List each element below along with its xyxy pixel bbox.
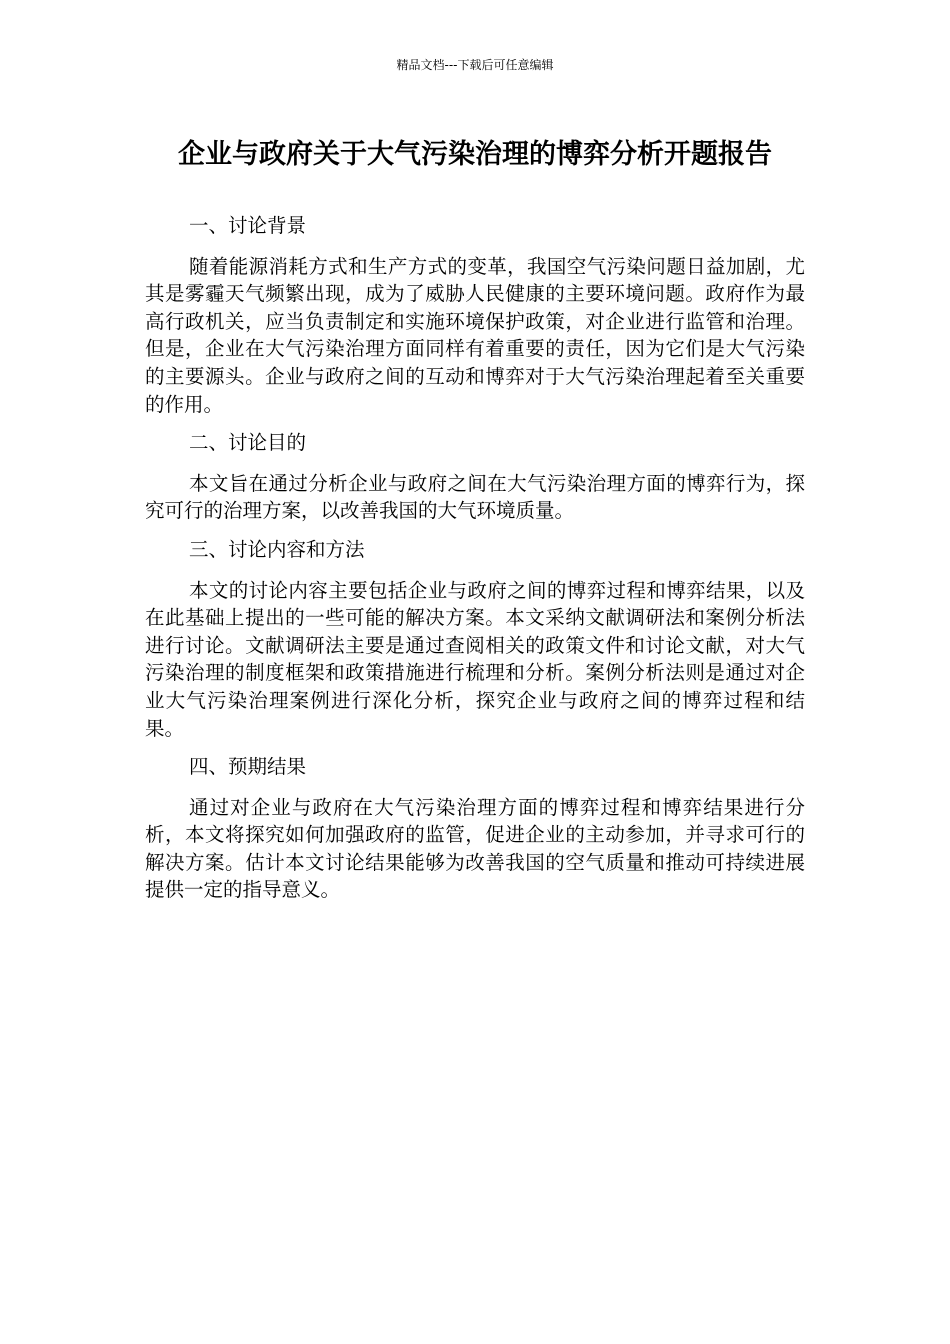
section-expected-results [145,753,805,904]
document-body [145,212,805,915]
section-background [145,212,805,418]
section-heading: 四、预期结果 [189,755,307,779]
page-header: 精品文档---下载后可任意编辑 [396,58,554,72]
section-paragraph: 本文旨在通过分析企业与政府之间在大气污染治理方面的博弈行为，探究可行的治理方案，以改善我国的大气环境质量。 [145,471,805,523]
section-paragraph: 通过对企业与政府在大气污染治理方面的博弈过程和博弈结果进行分析，本文将探究如何加强政府的监管，促进企业的主动参加，并寻求可行的解决方案。估计本文讨论结果能够为改善我国的空气质量和推动可持续进展提供一定的指导意义。 [145,795,805,902]
section-heading: 三、讨论内容和方法 [189,537,365,561]
section-heading: 一、讨论背景 [189,214,307,237]
document-title: 企业与政府关于大气污染治理的博弈分析开题报告 [178,139,772,170]
section-purpose [145,429,805,525]
section-content-methods [145,536,805,742]
section-paragraph: 本文的讨论内容主要包括企业与政府之间的博弈过程和博弈结果，以及在此基础上提出的一些可能的解决方案。本文采纳文献调研法和案例分析法进行讨论。文献调研法主要是通过查阅相关的政策文件和讨论文献，对大气污染治理的制度框架和政策措施进行梳理和分析。案例分析法则是通过对企业大气污染治理案例进行深化分析，探究企业与政府之间的博弈过程和结果。 [145,578,805,740]
section-paragraph: 随着能源消耗方式和生产方式的变革，我国空气污染问题日益加剧，尤其是雾霾天气频繁出现，成为了威胁人民健康的主要环境问题。政府作为最高行政机关，应当负责制定和实施环境保护政策，对企业进行监管和治理。但是，企业在大气污染治理方面同样有着重要的责任，因为它们是大气污染的主要源头。企业与政府之间的互动和博弈对于大气污染治理起着至关重要的作用。 [145,254,805,416]
section-heading: 二、讨论目的 [189,431,307,455]
